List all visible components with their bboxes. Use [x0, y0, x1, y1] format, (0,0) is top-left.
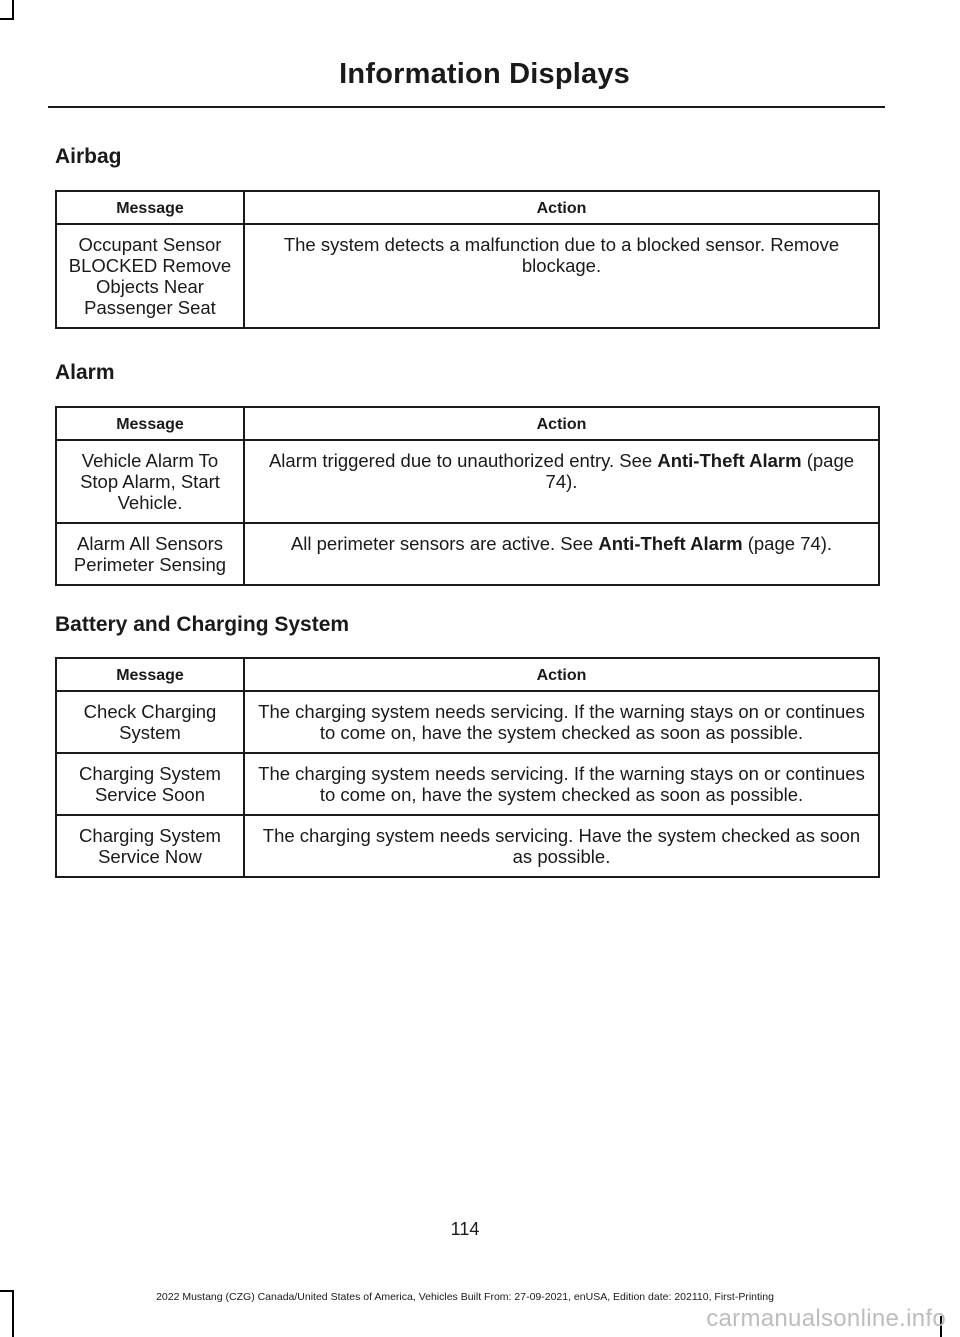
footer-edition-text: 2022 Mustang (CZG) Canada/United States of America, Vehicles Built From: 27-09-2021, enUSA, Edition date: 202110, First-Printing	[156, 1291, 774, 1303]
action-text: Alarm triggered due to unauthorized entry. See	[268, 450, 658, 471]
page-reference: (page 74).	[545, 450, 855, 492]
table-row	[56, 523, 879, 585]
crop-mark	[12, 0, 14, 20]
table-header-row	[56, 191, 879, 224]
action-cell	[244, 440, 879, 523]
action-cell: The charging system needs servicing. If the warning stays on or continues to come on, have the system checked as soon as possible.	[244, 753, 879, 815]
message-cell: Alarm All Sensors Perimeter Sensing	[56, 523, 244, 585]
column-header-action: Action	[244, 407, 879, 440]
message-cell: Vehicle Alarm To Stop Alarm, Start Vehicle.	[56, 440, 244, 523]
section-heading-battery-charging: Battery and Charging System	[55, 613, 350, 636]
message-cell: Occupant Sensor BLOCKED Remove Objects Near Passenger Seat	[56, 224, 244, 328]
table-row	[56, 691, 879, 753]
watermark: carmanualsonline.info	[706, 1305, 946, 1332]
table-header-row	[56, 407, 879, 440]
column-header-message: Message	[56, 658, 244, 691]
alarm-table	[55, 406, 880, 586]
message-cell: Charging System Service Soon	[56, 753, 244, 815]
airbag-table	[55, 190, 880, 329]
action-text: All perimeter sensors are active. See	[290, 533, 599, 554]
action-cell: The charging system needs servicing. If the warning stays on or continues to come on, have the system checked as soon as possible.	[244, 691, 879, 753]
page-number: 114	[450, 1219, 480, 1239]
battery-charging-table	[55, 657, 880, 878]
table-row	[56, 224, 879, 328]
message-cell: Charging System Service Now	[56, 815, 244, 877]
section-heading-alarm: Alarm	[55, 361, 115, 384]
action-cell: The system detects a malfunction due to a blocked sensor. Remove blockage.	[244, 224, 879, 328]
column-header-action: Action	[244, 191, 879, 224]
page-reference: (page 74).	[742, 533, 833, 554]
column-header-message: Message	[56, 407, 244, 440]
table-row	[56, 440, 879, 523]
column-header-action: Action	[244, 658, 879, 691]
cross-reference-link[interactable]: Anti-Theft Alarm	[657, 450, 802, 471]
page-title: Information Displays	[339, 58, 630, 90]
crop-mark	[0, 18, 14, 20]
header-divider	[48, 106, 885, 108]
action-cell	[244, 523, 879, 585]
table-row	[56, 815, 879, 877]
action-cell: The charging system needs servicing. Have the system checked as soon as possible.	[244, 815, 879, 877]
column-header-message: Message	[56, 191, 244, 224]
cross-reference-link[interactable]: Anti-Theft Alarm	[598, 533, 743, 554]
message-cell: Check Charging System	[56, 691, 244, 753]
table-row	[56, 753, 879, 815]
table-header-row	[56, 658, 879, 691]
section-heading-airbag: Airbag	[55, 145, 122, 168]
